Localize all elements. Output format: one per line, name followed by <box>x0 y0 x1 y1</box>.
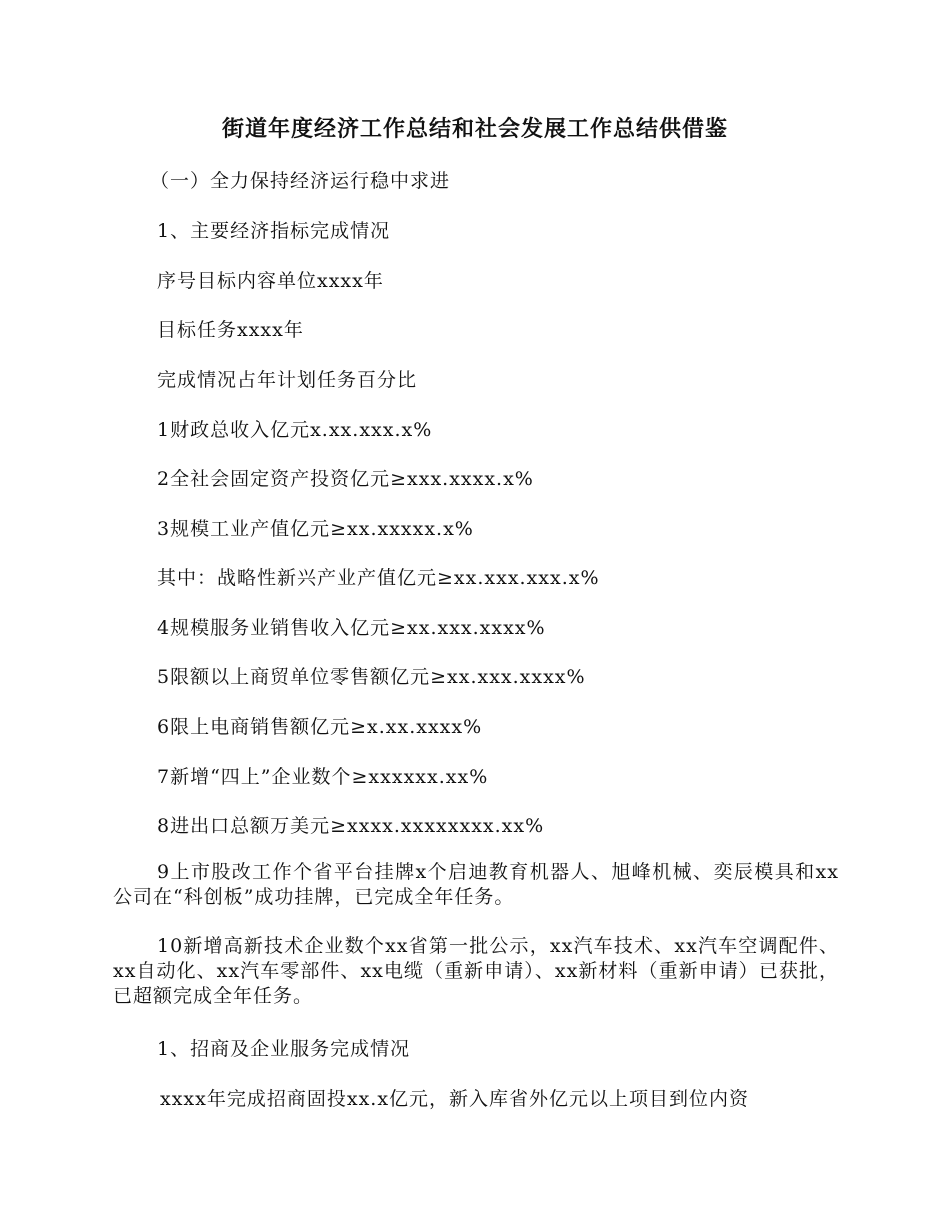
text-line: 4规模服务业销售收入亿元≥xx.xxx.xxxx% <box>157 617 546 639</box>
section-heading: （一）全力保持经济运行稳中求进 <box>150 170 451 192</box>
text-line: 8进出口总额万美元≥xxxx.xxxxxxxx.xx% <box>157 815 545 837</box>
paragraph: 10新增高新技术企业数个xx省第一批公示，xx汽车技术、xx汽车空调配件、xx自动化、xx汽车零部件、xx电缆（重新申请）、xx新材料（重新申请）已获批，已超额完成全年任务。 <box>113 935 839 1007</box>
text-line: 其中：战略性新兴产业产值亿元≥xx.xxx.xxx.x% <box>157 567 600 589</box>
text-line: 7新增“四上”企业数个≥xxxxxx.xx% <box>157 766 489 788</box>
text-line: 目标任务xxxx年 <box>157 319 304 341</box>
text-line: 1、主要经济指标完成情况 <box>157 220 391 242</box>
subsection-heading: 1、招商及企业服务完成情况 <box>157 1038 411 1060</box>
text-line: 1财政总收入亿元x.xx.xxx.x% <box>157 419 433 441</box>
paragraph: 9上市股改工作个省平台挂牌x个启迪教育机器人、旭峰机械、奕辰模具和xx公司在“科创板”成功挂牌，已完成全年任务。 <box>113 861 839 908</box>
text-line: 5限额以上商贸单位零售额亿元≥xx.xxx.xxxx% <box>157 666 586 688</box>
text-line: 2全社会固定资产投资亿元≥xxx.xxxx.x% <box>157 468 534 490</box>
text-line: 3规模工业产值亿元≥xx.xxxxx.x% <box>157 518 474 540</box>
text-line: 序号目标内容单位xxxx年 <box>157 270 384 292</box>
document-title: 街道年度经济工作总结和社会发展工作总结供借鉴 <box>221 117 728 142</box>
text-line: xxxx年完成招商固投xx.x亿元，新入库省外亿元以上项目到位内资 <box>160 1088 750 1110</box>
text-line: 6限上电商销售额亿元≥x.xx.xxxx% <box>157 716 483 738</box>
text-line: 完成情况占年计划任务百分比 <box>157 369 418 391</box>
